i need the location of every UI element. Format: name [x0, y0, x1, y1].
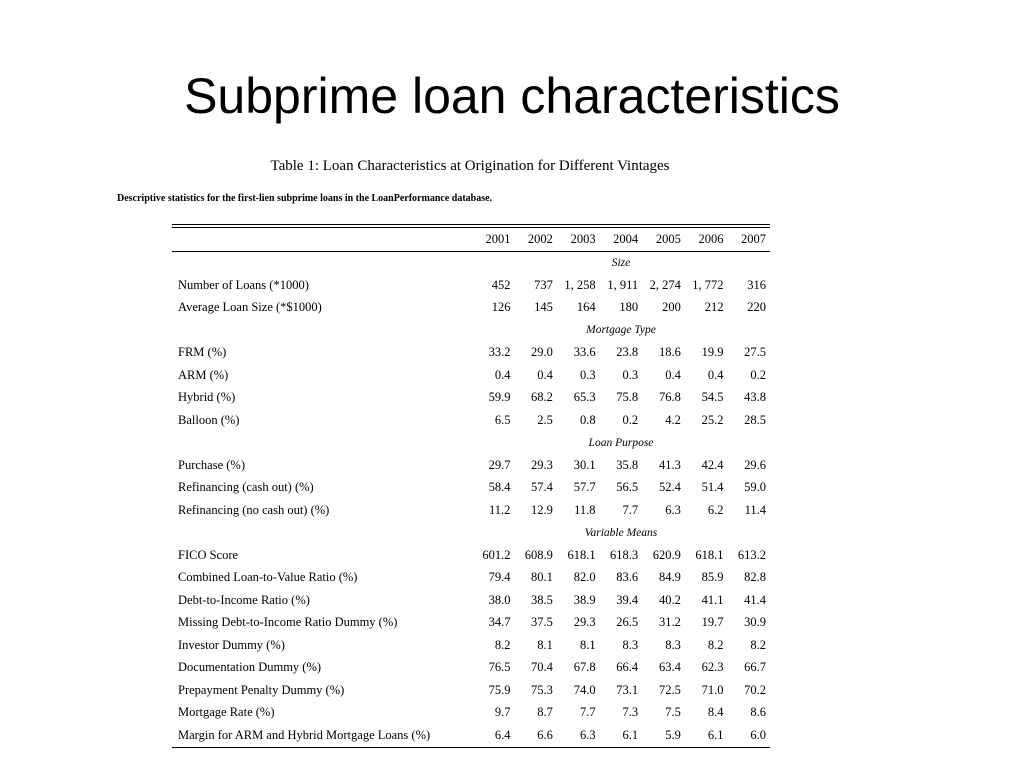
table-row	[172, 634, 770, 657]
cell-value: 82.0	[573, 570, 596, 585]
cell-value: 9.7	[494, 705, 511, 720]
table-row	[172, 567, 770, 590]
cell-value: 31.2	[658, 615, 681, 630]
cell-value: 11.2	[489, 502, 511, 517]
cell-value: 62.3	[701, 660, 724, 675]
row-label: Average Loan Size (*$1000)	[178, 300, 322, 315]
cell-value: 41.4	[744, 592, 766, 607]
cell-value: 620.9	[652, 547, 681, 562]
row-label: Balloon (%)	[178, 412, 240, 427]
cell-value: 8.3	[665, 637, 681, 652]
row-label: Documentation Dummy (%)	[178, 660, 322, 675]
section-spacer	[172, 251, 472, 274]
cell-value: 33.6	[573, 345, 596, 360]
section-title: Size	[611, 256, 631, 269]
cell-value: 76.5	[488, 660, 511, 675]
cell-value: 75.8	[616, 390, 639, 405]
section-spacer	[172, 432, 472, 455]
table-caption: Table 1: Loan Characteristics at Origination for Different Vintages	[270, 158, 670, 174]
cell-value: 8.1	[537, 637, 553, 652]
cell-value: 0.8	[579, 412, 596, 427]
cell-value: 19.7	[701, 615, 724, 630]
cell-value: 8.1	[579, 637, 596, 652]
cell-value: 54.5	[701, 390, 724, 405]
cell-value: 58.4	[488, 480, 511, 495]
cell-value: 145	[534, 300, 553, 315]
cell-value: 79.4	[488, 570, 511, 585]
cell-value: 2, 274	[649, 277, 681, 292]
cell-value: 80.1	[531, 570, 553, 585]
cell-value: 618.1	[567, 547, 596, 562]
cell-value: 38.0	[488, 592, 511, 607]
cell-value: 33.2	[488, 345, 511, 360]
table-row	[172, 679, 770, 702]
table-row	[172, 297, 770, 320]
cell-value: 0.3	[579, 367, 596, 382]
cell-value: 12.9	[531, 502, 553, 517]
cell-value: 6.1	[622, 727, 639, 742]
cell-value: 23.8	[616, 345, 639, 360]
cell-value: 6.4	[494, 727, 511, 742]
cell-value: 39.4	[616, 592, 639, 607]
cell-value: 30.1	[573, 457, 596, 472]
table-body	[172, 251, 770, 747]
cell-value: 68.2	[531, 390, 553, 405]
table-row	[172, 454, 770, 477]
cell-value: 29.6	[744, 457, 766, 472]
row-label: Purchase (%)	[178, 457, 245, 472]
header-year: 2001	[472, 228, 514, 252]
cell-value: 7.3	[622, 705, 639, 720]
cell-value: 76.8	[658, 390, 681, 405]
cell-value: 6.1	[707, 727, 724, 742]
header-stub	[172, 228, 472, 252]
row-label: Refinancing (cash out) (%)	[178, 480, 314, 495]
cell-value: 83.6	[616, 570, 639, 585]
table-row	[172, 409, 770, 432]
row-label: Refinancing (no cash out) (%)	[178, 502, 330, 517]
cell-value: 126	[491, 300, 511, 315]
cell-value: 618.1	[695, 547, 724, 562]
cell-value: 25.2	[701, 412, 724, 427]
table-row	[172, 724, 770, 747]
cell-value: 8.2	[707, 637, 724, 652]
cell-value: 8.2	[750, 637, 766, 652]
loan-characteristics-table	[172, 224, 770, 748]
header-year: 2006	[685, 228, 728, 252]
cell-value: 6.3	[665, 502, 681, 517]
cell-value: 613.2	[737, 547, 766, 562]
cell-value: 65.3	[573, 390, 596, 405]
table-header-row	[172, 228, 770, 252]
cell-value: 43.8	[744, 390, 766, 405]
section-header-row	[172, 522, 770, 545]
cell-value: 29.3	[531, 457, 553, 472]
cell-value: 72.5	[658, 682, 681, 697]
cell-value: 51.4	[701, 480, 724, 495]
cell-value: 0.4	[494, 367, 511, 382]
cell-value: 4.2	[665, 412, 681, 427]
cell-value: 6.5	[494, 412, 511, 427]
table-row	[172, 589, 770, 612]
cell-value: 200	[662, 300, 681, 315]
row-label: Missing Debt-to-Income Ratio Dummy (%)	[178, 615, 398, 630]
cell-value: 608.9	[524, 547, 553, 562]
cell-value: 41.3	[658, 457, 681, 472]
cell-value: 57.7	[573, 480, 596, 495]
table-row	[172, 612, 770, 635]
table-row	[172, 499, 770, 522]
cell-value: 164	[576, 300, 596, 315]
table-row	[172, 657, 770, 680]
row-label: ARM (%)	[178, 367, 229, 382]
cell-value: 52.4	[658, 480, 681, 495]
cell-value: 37.5	[531, 615, 553, 630]
cell-value: 601.2	[482, 547, 511, 562]
cell-value: 38.5	[531, 592, 553, 607]
cell-value: 57.4	[531, 480, 553, 495]
cell-value: 8.6	[750, 705, 766, 720]
cell-value: 2.5	[537, 412, 553, 427]
table-row	[172, 702, 770, 725]
table-row	[172, 342, 770, 365]
cell-value: 42.4	[701, 457, 724, 472]
cell-value: 27.5	[744, 345, 766, 360]
row-label: Debt-to-Income Ratio (%)	[178, 592, 310, 607]
cell-value: 67.8	[573, 660, 596, 675]
cell-value: 0.3	[622, 367, 639, 382]
cell-value: 29.7	[488, 457, 511, 472]
table-row	[172, 364, 770, 387]
cell-value: 0.4	[665, 367, 681, 382]
cell-value: 8.7	[537, 705, 553, 720]
cell-value: 28.5	[744, 412, 766, 427]
cell-value: 8.4	[707, 705, 724, 720]
section-title: Variable Means	[584, 526, 658, 539]
cell-value: 8.2	[494, 637, 511, 652]
cell-value: 1, 772	[692, 277, 724, 292]
row-label: Hybrid (%)	[178, 390, 236, 405]
row-label: FICO Score	[178, 547, 239, 562]
header-year: 2005	[642, 228, 685, 252]
cell-value: 82.8	[744, 570, 766, 585]
cell-value: 1, 258	[564, 277, 596, 292]
cell-value: 70.2	[744, 682, 766, 697]
table-row	[172, 274, 770, 297]
cell-value: 8.3	[622, 637, 639, 652]
cell-value: 6.3	[579, 727, 596, 742]
cell-value: 85.9	[701, 570, 724, 585]
cell-value: 11.4	[744, 502, 766, 517]
cell-value: 0.2	[622, 412, 639, 427]
cell-value: 74.0	[573, 682, 596, 697]
cell-value: 29.3	[573, 615, 596, 630]
cell-value: 34.7	[488, 615, 511, 630]
cell-value: 18.6	[658, 345, 681, 360]
cell-value: 6.2	[707, 502, 724, 517]
cell-value: 0.2	[750, 367, 766, 382]
cell-value: 7.5	[665, 705, 681, 720]
row-label: Margin for ARM and Hybrid Mortgage Loans (%)	[178, 727, 431, 742]
cell-value: 220	[747, 300, 766, 315]
row-label: Number of Loans (*1000)	[178, 277, 309, 292]
cell-value: 40.2	[658, 592, 681, 607]
cell-value: 70.4	[531, 660, 553, 675]
section-header-row	[172, 432, 770, 455]
cell-value: 7.7	[579, 705, 596, 720]
cell-value: 212	[704, 300, 724, 315]
cell-value: 5.9	[665, 727, 681, 742]
section-title: Loan Purpose	[588, 436, 654, 449]
cell-value: 618.3	[610, 547, 639, 562]
row-label: Combined Loan-to-Value Ratio (%)	[178, 570, 358, 585]
cell-value: 316	[747, 277, 766, 292]
cell-value: 6.0	[750, 727, 766, 742]
row-label: Mortgage Rate (%)	[178, 705, 275, 720]
table-row	[172, 477, 770, 500]
cell-value: 7.7	[622, 502, 639, 517]
cell-value: 6.6	[537, 727, 553, 742]
row-label: Investor Dummy (%)	[178, 637, 285, 652]
cell-value: 56.5	[616, 480, 639, 495]
cell-value: 59.0	[744, 480, 766, 495]
header-year: 2004	[600, 228, 643, 252]
section-spacer	[172, 522, 472, 545]
slide-title: Subprime loan characteristics	[184, 68, 840, 124]
header-year: 2002	[514, 228, 556, 252]
header-year: 2003	[557, 228, 600, 252]
cell-value: 0.4	[537, 367, 553, 382]
cell-value: 180	[619, 300, 639, 315]
cell-value: 19.9	[701, 345, 724, 360]
header-year: 2007	[727, 228, 770, 252]
row-label: FRM (%)	[178, 345, 227, 360]
cell-value: 26.5	[616, 615, 639, 630]
table-row	[172, 387, 770, 410]
cell-value: 84.9	[658, 570, 681, 585]
cell-value: 30.9	[744, 615, 766, 630]
cell-value: 41.1	[701, 592, 724, 607]
cell-value: 452	[491, 277, 511, 292]
section-title: Mortgage Type	[586, 324, 656, 337]
section-spacer	[172, 319, 472, 342]
cell-value: 38.9	[573, 592, 596, 607]
cell-value: 66.4	[616, 660, 639, 675]
section-header-row	[172, 251, 770, 274]
cell-value: 35.8	[616, 457, 639, 472]
cell-value: 1, 911	[607, 277, 639, 292]
cell-value: 71.0	[701, 682, 724, 697]
cell-value: 66.7	[744, 660, 766, 675]
cell-value: 737	[534, 277, 553, 292]
cell-value: 29.0	[531, 345, 553, 360]
table-row	[172, 544, 770, 567]
cell-value: 63.4	[658, 660, 681, 675]
cell-value: 0.4	[707, 367, 724, 382]
cell-value: 75.3	[531, 682, 553, 697]
cell-value: 11.8	[574, 502, 596, 517]
cell-value: 73.1	[616, 682, 639, 697]
cell-value: 59.9	[488, 390, 511, 405]
cell-value: 75.9	[488, 682, 511, 697]
section-header-row	[172, 319, 770, 342]
row-label: Prepayment Penalty Dummy (%)	[178, 682, 345, 697]
table-description: Descriptive statistics for the first-lien subprime loans in the LoanPerformance database.	[117, 193, 493, 204]
